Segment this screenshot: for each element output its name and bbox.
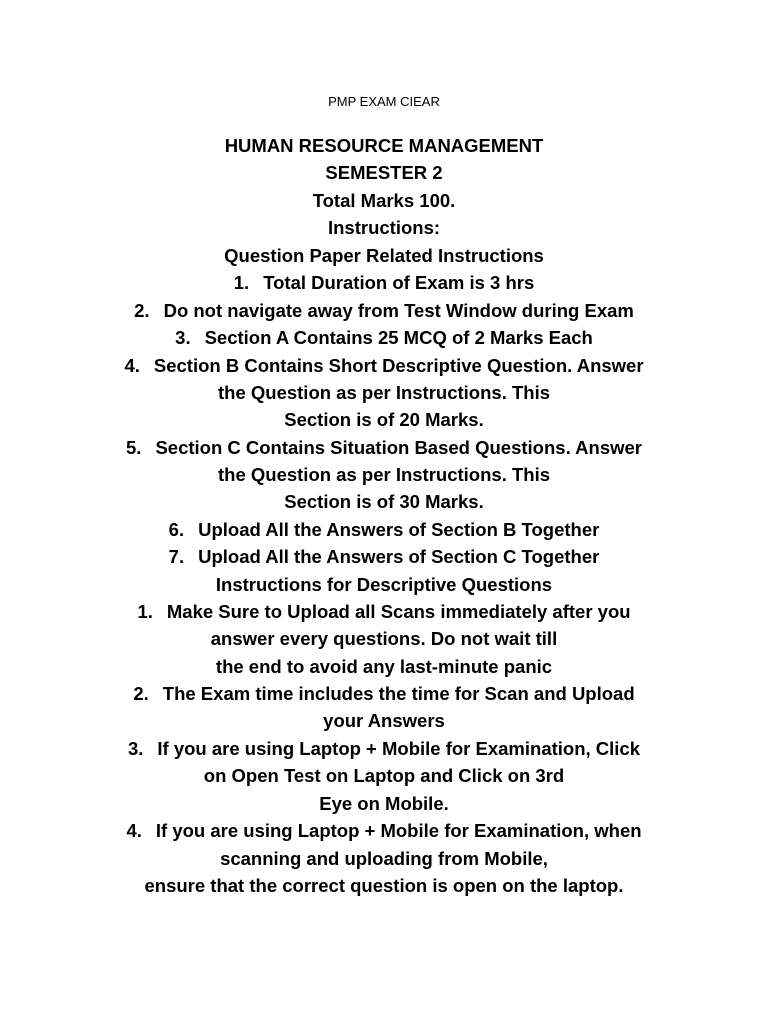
descriptive-instruction-3-continued: on Open Test on Laptop and Click on 3rd xyxy=(203,765,565,786)
instruction-number: 1. xyxy=(233,272,250,293)
descriptive-instruction-3-continued: Eye on Mobile. xyxy=(319,793,449,814)
semester-title: SEMESTER 2 xyxy=(325,162,443,183)
page-header: PMP EXAM CIEAR xyxy=(328,94,440,109)
instruction-number: 4. xyxy=(126,820,142,841)
instruction-number: 3. xyxy=(127,738,144,759)
instruction-text: If you are using Laptop + Mobile for Examination, Click xyxy=(157,738,641,759)
paper-instruction-5-continued: Section is of 30 Marks. xyxy=(284,491,484,512)
instruction-text: Do not navigate away from Test Window during Exam xyxy=(163,300,634,321)
paper-instruction-7 xyxy=(0,545,768,569)
paper-instructions-heading: Question Paper Related Instructions xyxy=(224,245,544,266)
instruction-number: 2. xyxy=(133,683,149,704)
descriptive-instruction-3 xyxy=(0,737,768,761)
instruction-number: 7. xyxy=(168,546,185,567)
instruction-number: 5. xyxy=(126,437,142,458)
descriptive-instruction-4 xyxy=(0,819,768,843)
paper-instruction-4-continued: Section is of 20 Marks. xyxy=(284,409,484,430)
paper-instruction-3 xyxy=(0,326,768,350)
descriptive-instruction-1 xyxy=(0,600,768,624)
instruction-number: 2. xyxy=(134,300,150,321)
descriptive-instruction-2 xyxy=(0,682,768,706)
instruction-text: Section C Contains Situation Based Questions. Answer xyxy=(155,437,642,458)
paper-instruction-1 xyxy=(0,271,768,295)
instruction-number: 4. xyxy=(124,355,140,376)
instruction-text: The Exam time includes the time for Scan and Upload xyxy=(162,683,635,704)
paper-instruction-5-continued: the Question as per Instructions. This xyxy=(217,464,551,485)
descriptive-instruction-4-continued: scanning and uploading from Mobile, xyxy=(220,848,548,869)
descriptive-instruction-2-continued: your Answers xyxy=(323,710,445,731)
subject-title: HUMAN RESOURCE MANAGEMENT xyxy=(224,135,544,156)
instruction-text: Upload All the Answers of Section C Together xyxy=(198,546,600,567)
descriptive-instruction-1-continued: the end to avoid any last-minute panic xyxy=(215,656,553,677)
instruction-text: Upload All the Answers of Section B Together xyxy=(198,519,600,540)
instruction-text: Section B Contains Short Descriptive Question. Answer xyxy=(153,355,644,376)
paper-instruction-5 xyxy=(0,436,768,460)
paper-instruction-6 xyxy=(0,518,768,542)
instruction-text: If you are using Laptop + Mobile for Examination, when xyxy=(155,820,642,841)
total-marks: Total Marks 100. xyxy=(312,190,456,211)
paper-instruction-2 xyxy=(0,299,768,323)
instructions-heading: Instructions: xyxy=(327,217,441,238)
instruction-number: 1. xyxy=(137,601,153,622)
instruction-number: 3. xyxy=(175,327,191,348)
instruction-text: Make Sure to Upload all Scans immediately after you xyxy=(166,601,631,622)
paper-instruction-4 xyxy=(0,354,768,378)
instruction-number: 6. xyxy=(168,519,185,540)
descriptive-instruction-4-continued: ensure that the correct question is open on the laptop. xyxy=(144,875,624,896)
instruction-text: Total Duration of Exam is 3 hrs xyxy=(263,272,535,293)
descriptive-instructions-heading: Instructions for Descriptive Questions xyxy=(215,574,553,595)
instruction-text: Section A Contains 25 MCQ of 2 Marks Each xyxy=(204,327,593,348)
descriptive-instruction-1-continued: answer every questions. Do not wait till xyxy=(210,628,558,649)
paper-instruction-4-continued: the Question as per Instructions. This xyxy=(217,382,551,403)
